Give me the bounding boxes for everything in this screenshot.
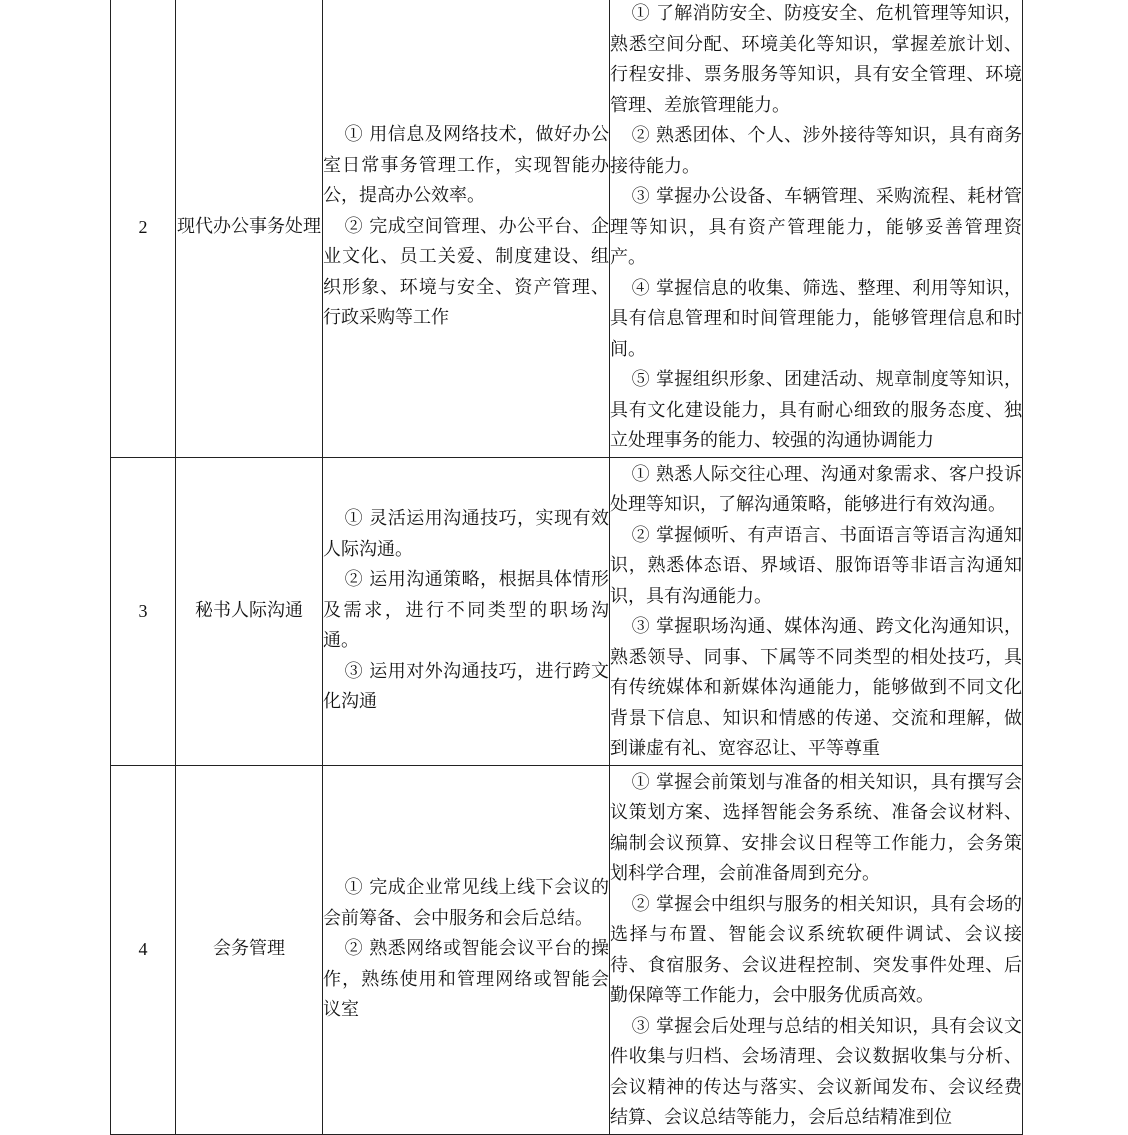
requirements-cell — [610, 457, 1023, 765]
goal-item: ① 灵活运用沟通技巧，实现有效人际沟通。 — [323, 508, 609, 560]
goal-item: ② 运用沟通策略，根据具体情形及需求，进行不同类型的职场沟通。 — [323, 569, 609, 652]
goal-item: ② 完成空间管理、办公平台、企业文化、员工关爱、制度建设、组织形象、环境与安全、资产管理、行政采购等工作 — [323, 215, 609, 328]
table-row — [111, 0, 1023, 457]
goals-cell — [323, 765, 610, 1134]
requirement-item: ① 熟悉人际交往心理、沟通对象需求、客户投诉处理等知识，了解沟通策略，能够进行有效沟通。 — [610, 463, 1022, 515]
goals-cell — [323, 0, 610, 457]
goal-item: ① 用信息及网络技术，做好办公室日常事务管理工作，实现智能办公，提高办公效率。 — [323, 124, 609, 206]
goals-cell — [323, 457, 610, 765]
module-name: 会务管理 — [176, 765, 323, 1134]
requirement-item: ① 掌握会前策划与准备的相关知识，具有撰写会议策划方案、选择智能会务系统、准备会议材料、编制会议预算、安排会议日程等工作能力，会务策划科学合理，会前准备周到充分。 — [610, 771, 1022, 884]
row-number: 3 — [111, 457, 176, 765]
requirement-item: ③ 掌握职场沟通、媒体沟通、跨文化沟通知识，熟悉领导、同事、下属等不同类型的相处技巧，具有传统媒体和新媒体沟通能力，能够做到不同文化背景下信息、知识和情感的传递、交流和理解，做到谦虚有礼、宽容忍让、平等尊重 — [610, 616, 1022, 759]
module-name: 秘书人际沟通 — [176, 457, 323, 765]
module-name: 现代办公事务处理 — [176, 0, 323, 457]
table-row — [111, 457, 1023, 765]
requirement-item: ③ 掌握办公设备、车辆管理、采购流程、耗材管理等知识，具有资产管理能力，能够妥善管理资产。 — [610, 186, 1022, 268]
curriculum-table — [110, 0, 1023, 1135]
goal-item: ③ 运用对外沟通技巧，进行跨文化沟通 — [323, 660, 609, 713]
row-number: 4 — [111, 765, 176, 1134]
requirement-item: ③ 掌握会后处理与总结的相关知识，具有会议文件收集与归档、会场清理、会议数据收集与分析、会议精神的传达与落实、会议新闻发布、会议经费结算、会议总结等能力，会后总结精准到位 — [610, 1015, 1022, 1128]
table-row — [111, 765, 1023, 1134]
requirements-cell — [610, 765, 1023, 1134]
requirement-item: ① 了解消防安全、防疫安全、危机管理等知识，熟悉空间分配、环境美化等知识，掌握差旅计划、行程安排、票务服务等知识，具有安全管理、环境管理、差旅管理能力。 — [610, 3, 1022, 116]
requirement-item: ② 掌握会中组织与服务的相关知识，具有会场的选择与布置、智能会议系统软硬件调试、会议接待、食宿服务、会议进程控制、突发事件处理、后勤保障等工作能力，会中服务优质高效。 — [610, 893, 1022, 1006]
row-number: 2 — [111, 0, 176, 457]
goal-item: ② 熟悉网络或智能会议平台的操作，熟练使用和管理网络或智能会议室 — [323, 938, 609, 1021]
requirement-item: ② 熟悉团体、个人、涉外接待等知识，具有商务接待能力。 — [610, 125, 1022, 177]
goal-item: ① 完成企业常见线上线下会议的会前筹备、会中服务和会后总结。 — [323, 877, 609, 929]
requirement-item: ④ 掌握信息的收集、筛选、整理、利用等知识，具有信息管理和时间管理能力，能够管理信息和时间。 — [610, 277, 1022, 360]
requirements-cell — [610, 0, 1023, 457]
requirement-item: ⑤ 掌握组织形象、团建活动、规章制度等知识，具有文化建设能力，具有耐心细致的服务态度、独立处理事务的能力、较强的沟通协调能力 — [610, 369, 1022, 451]
requirement-item: ② 掌握倾听、有声语言、书面语言等语言沟通知识，熟悉体态语、界域语、服饰语等非语言沟通知识，具有沟通能力。 — [610, 524, 1022, 607]
